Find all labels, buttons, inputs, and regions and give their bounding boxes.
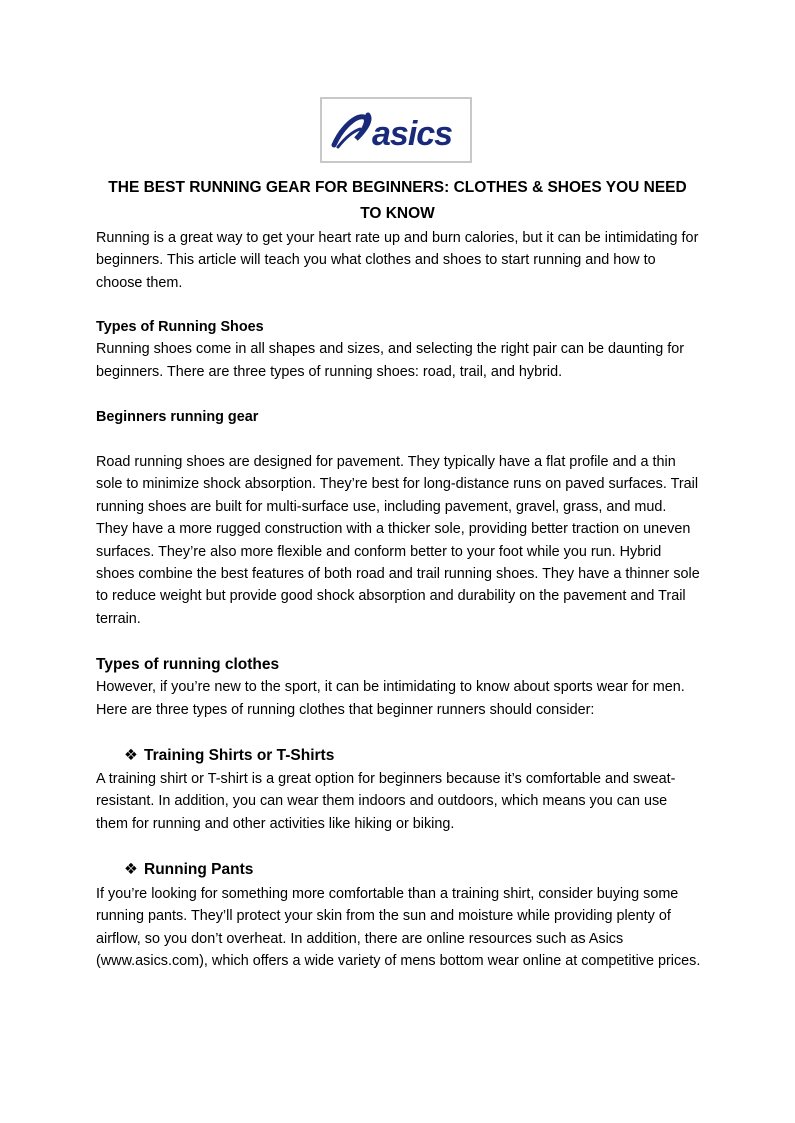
shoes-text: Running shoes come in all shapes and sizes, and selecting the right pair can be daunting for beginners. There are three types of running shoes: road, trail, and hybrid. — [96, 341, 684, 380]
gear-text: Road running shoes are designed for pavement. They typically have a flat profile and a thin sole to minimize shock absorption. They’re best for long-distance runs on paved surfaces. Trail running shoes are built for multi-surface use, including pavement, gravel, grass, and mud. They have a more rugged construction with a thicker sole, providing better traction on uneven surfaces. They’re also more flexible and conform better to your foot while you run. Hybrid shoes combine the best features of both road and trail running shoes. They have a thinner sole to reduce weight but provide good shock absorption and durability on the pavement and Trail terrain. — [96, 454, 700, 627]
bullet-heading-text: Training Shirts or T-Shirts — [144, 747, 335, 764]
bullet-text: A training shirt or T-shirt is a great option for beginners because it’s comfortable and sweat-resistant. In addition, you can wear them indoors and outdoors, which means you can use them for running and other activities like hiking or biking. — [96, 771, 676, 832]
bullet-text: If you’re looking for something more comfortable than a training shirt, consider buying some running pants. They’ll protect your skin from the sun and moisture while providing plenty of airflow, so you don’t overheat. In addition, there are online resources such as Asics (www.asics.com), which offers a wide variety of mens bottom wear online at competitive prices. — [96, 886, 701, 970]
shoes-heading: Types of Running Shoes — [96, 319, 264, 335]
bullet-heading-shirts — [124, 745, 334, 767]
intro-text: Running is a great way to get your heart rate up and burn calories, but it can be intimidating for beginners. This article will teach you what clothes and shoes to start running and how to choose them. — [96, 230, 699, 291]
bullet-heading-text: Running Pants — [144, 861, 254, 878]
shoes-section — [96, 316, 702, 383]
intro-paragraph — [96, 227, 702, 294]
bullet-heading-pants — [124, 859, 253, 881]
gear-section — [96, 406, 702, 428]
clothes-heading: Types of running clothes — [96, 656, 280, 673]
gear-paragraph — [96, 451, 702, 630]
asics-wordmark: asics — [372, 115, 453, 153]
diamond-bullet-icon: ❖ — [124, 747, 138, 764]
article-title: THE BEST RUNNING GEAR FOR BEGINNERS: CLOTHES & SHOES YOU NEED TO KNOW — [108, 179, 687, 222]
bullet-body-pants — [96, 883, 702, 973]
diamond-bullet-icon: ❖ — [124, 861, 138, 878]
gear-heading: Beginners running gear — [96, 409, 259, 425]
bullet-body-shirts — [96, 768, 702, 835]
asics-logo-icon — [328, 107, 468, 155]
clothes-text: However, if you’re new to the sport, it can be intimidating to know about sports wear for men. Here are three types of running clothes that beginner runners should consider: — [96, 679, 685, 718]
clothes-section — [96, 654, 702, 721]
asics-logo — [320, 97, 472, 163]
